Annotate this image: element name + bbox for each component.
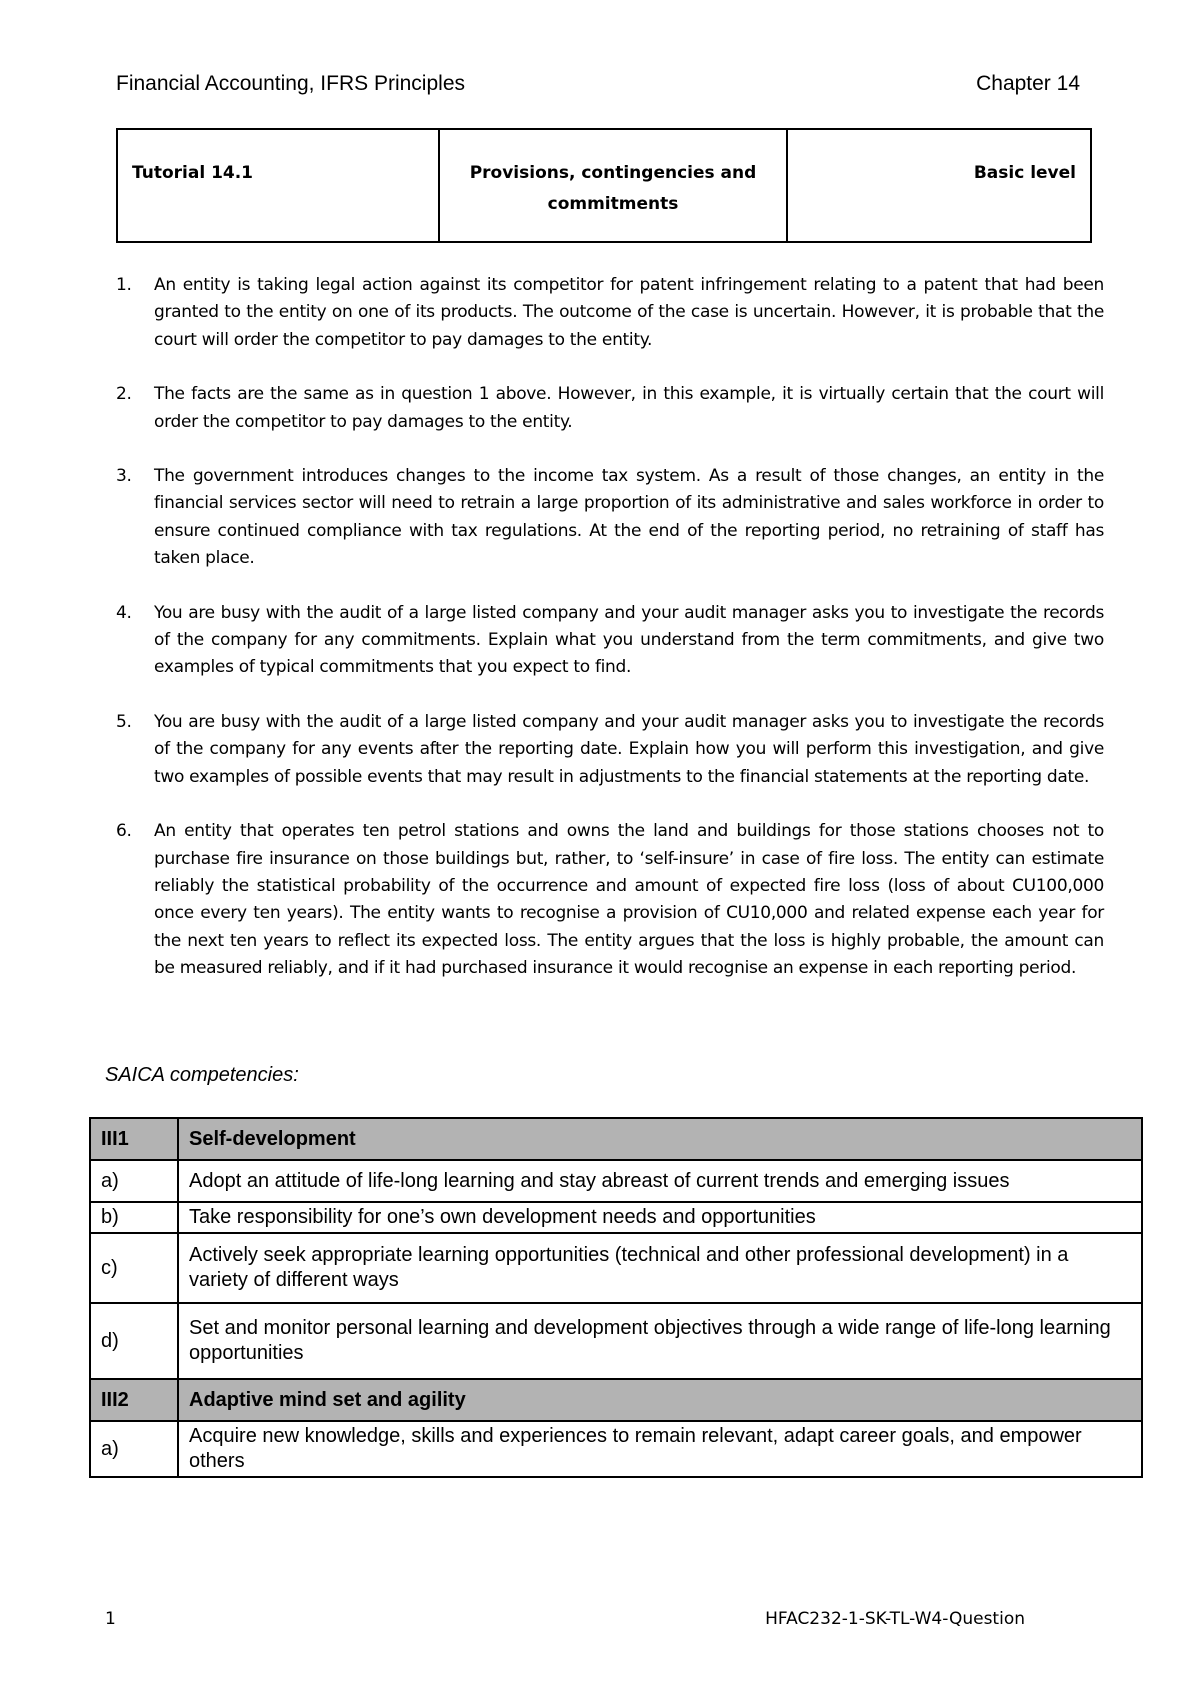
tutorial-topic-line2: commitments — [547, 194, 679, 214]
competency-text: Adopt an attitude of life-long learning and stay abreast of current trends and emerging issues — [178, 1160, 1142, 1202]
tutorial-level: Basic level — [787, 129, 1091, 242]
question-number: 5. — [116, 711, 132, 732]
question-text: You are busy with the audit of a large listed company and your audit manager asks you to investigate the records of the company for any events after the reporting date. Explain how you will perform this investigation, and give two examples of possible events that may result in adjustments to the financial statements at the reporting date. — [154, 711, 1104, 787]
running-header — [116, 68, 1080, 104]
competency-letter: a) — [90, 1421, 178, 1477]
tutorial-info-table — [116, 128, 1092, 243]
competency-text: Acquire new knowledge, skills and experiences to remain relevant, adapt career goals, and empower others — [178, 1421, 1142, 1477]
competency-section-row — [90, 1379, 1142, 1421]
book-title: Financial Accounting, IFRS Principles — [116, 72, 465, 95]
chapter-label: Chapter 14 — [976, 72, 1080, 95]
competency-item-row — [90, 1303, 1142, 1379]
competency-item-row — [90, 1421, 1142, 1477]
competency-text: Actively seek appropriate learning opportunities (technical and other professional development) in a variety of different ways — [178, 1233, 1142, 1303]
competency-code: III1 — [90, 1118, 178, 1160]
competency-section-row — [90, 1118, 1142, 1160]
competency-item-row — [90, 1233, 1142, 1303]
question-text: You are busy with the audit of a large listed company and your audit manager asks you to investigate the records of the company for any commitments. Explain what you understand from the term commitments, and give two examples of typical commitments that you expect to find. — [154, 602, 1104, 678]
competency-item-row — [90, 1202, 1142, 1233]
page-footer — [105, 1609, 1025, 1639]
competency-title: Self-development — [178, 1118, 1142, 1160]
question-item — [116, 272, 1104, 354]
question-number: 4. — [116, 602, 132, 623]
competency-item-row — [90, 1160, 1142, 1202]
question-number: 1. — [116, 275, 132, 295]
saica-competencies-table — [89, 1117, 1143, 1478]
question-item — [116, 381, 1104, 436]
page-number: 1 — [105, 1609, 116, 1629]
competency-letter: c) — [90, 1233, 178, 1303]
question-item — [116, 818, 1104, 982]
competency-letter: a) — [90, 1160, 178, 1202]
competency-code: III2 — [90, 1379, 178, 1421]
competency-letter: d) — [90, 1303, 178, 1379]
saica-competencies-label: SAICA competencies: — [105, 1064, 299, 1086]
competency-title: Adaptive mind set and agility — [178, 1379, 1142, 1421]
question-text: An entity that operates ten petrol stations and owns the land and buildings for those stations chooses not to purchase fire insurance on those buildings but, rather, to ‘self-insure’ in case of fire loss. The entity can estimate reliably the statistical probability of the occurrence and amount of expected fire loss (loss of about CU100,000 once every ten years). The entity wants to recognise a provision of CU10,000 and related expense each year for the next ten years to reflect its expected loss. The entity argues that the loss is highly probable, the amount can be measured reliably, and if it had purchased insurance it would recognise an expense in each reporting period. — [154, 821, 1104, 979]
competency-text: Take responsibility for one’s own development needs and opportunities — [178, 1202, 1142, 1233]
question-item — [116, 600, 1104, 682]
question-text: The government introduces changes to the income tax system. As a result of those changes, an entity in the financial services sector will need to retrain a large proportion of its administrative and sales workforce in order to ensure continued compliance with tax regulations. At the end of the reporting period, no retraining of staff has taken place. — [154, 466, 1104, 569]
question-number: 2. — [116, 384, 132, 405]
question-item — [116, 463, 1104, 573]
competency-text: Set and monitor personal learning and development objectives through a wide range of life-long learning opportunities — [178, 1303, 1142, 1379]
question-item — [116, 709, 1104, 791]
tutorial-topic — [439, 129, 787, 242]
question-text: An entity is taking legal action against its competitor for patent infringement relating to a patent that had been granted to the entity on one of its products. The outcome of the case is uncertain. However, it is probable that the court will order the competitor to pay damages to the entity. — [154, 275, 1104, 350]
document-code: HFAC232-1-SK-TL-W4-Question — [765, 1609, 1025, 1629]
question-number: 6. — [116, 821, 132, 842]
question-list — [116, 272, 1104, 1010]
question-text: The facts are the same as in question 1 above. However, in this example, it is virtually certain that the court will order the competitor to pay damages to the entity. — [154, 384, 1104, 432]
competency-letter: b) — [90, 1202, 178, 1233]
question-number: 3. — [116, 466, 132, 487]
tutorial-number: Tutorial 14.1 — [117, 129, 439, 242]
tutorial-topic-line1: Provisions, contingencies and — [469, 163, 757, 183]
